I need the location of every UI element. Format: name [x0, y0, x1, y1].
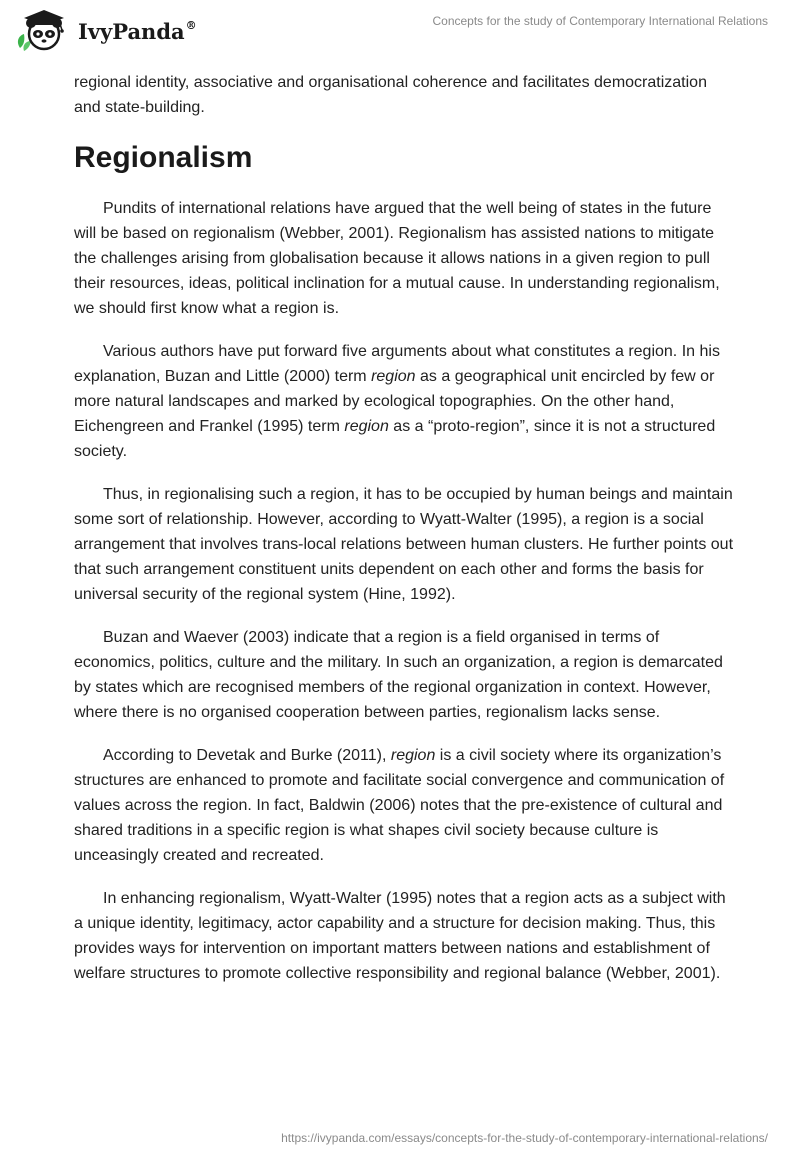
paragraph-5-part-a: According to Devetak and Burke (2011), — [103, 747, 391, 764]
document-title: Concepts for the study of Contemporary International Relations — [432, 14, 768, 28]
page-header — [0, 0, 800, 60]
registered-mark: ® — [185, 19, 197, 32]
source-url[interactable]: https://ivypanda.com/essays/concepts-for-the-study-of-contemporary-international-relations/ — [281, 1131, 768, 1145]
paragraph-5-part-b: is a civil society where its organization’s structures are enhanced to promote and facilitate social convergence and communication of values across the region. In fact, Baldwin (2006) notes that the pre-existence of cultural and shared traditions in a specific region is what shapes civil society because culture is unceasingly created and recreated. — [74, 747, 725, 864]
paragraph-2-part-b: as a geographical unit encircled by few or more natural landscapes and marked by ecological topographies. On the other hand, Eichengreen and Frankel (1995) term — [74, 368, 715, 435]
ivypanda-logo[interactable] — [14, 8, 224, 56]
paragraph-3: Thus, in regionalising such a region, it has to be occupied by human beings and maintain some sort of relationship. However, according to Wyatt-Walter (1995), a region is a social arrangement that involves trans-local relations between human clusters. He further points out that such arrangement constituent units dependent on each other and forms the basis for universal security of the regional system (Hine, 1992). — [74, 486, 734, 603]
paragraph-2 — [74, 339, 734, 464]
term-region-1: region — [371, 368, 416, 385]
paragraph-5 — [74, 743, 734, 868]
paragraph-2-part-c: as a “proto-region”, since it is not a structured society. — [74, 418, 716, 460]
essay-body — [74, 70, 734, 1004]
paragraph-4: Buzan and Waever (2003) indicate that a region is a field organised in terms of economics, politics, culture and the military. In such an organization, a region is demarcated by states which are recognised members of the regional organization in context. However, where there is no organised cooperation between parties, regionalism lacks sense. — [74, 629, 723, 721]
brand-name — [78, 19, 197, 44]
brand-label: IvyPanda — [78, 19, 185, 44]
paragraph-6: In enhancing regionalism, Wyatt-Walter (1995) notes that a region acts as a subject with a unique identity, legitimacy, actor capability and a structure for decision making. Thus, this provides ways for intervention on important matters between nations and establishment of welfare structures to promote collective responsibility and regional balance (Webber, 2001). — [74, 890, 726, 982]
panda-graduate-icon — [14, 8, 74, 54]
paragraph-2-part-a: Various authors have put forward five arguments about what constitutes a region. In his explanation, Buzan and Little (2000) term — [74, 343, 720, 385]
term-region-3: region — [390, 747, 436, 764]
paragraph-1: Pundits of international relations have argued that the well being of states in the future will be based on regionalism (Webber, 2001). Regionalism has assisted nations to mitigate the challenges arising from globalisation because it allows nations in a given region to pull their resources, ideas, political inclination for a mutual cause. In understanding regionalism, we should first know what a region is. — [74, 200, 720, 317]
section-heading: Regionalism — [74, 141, 253, 174]
intro-paragraph: regional identity, associative and organisational coherence and facilitates democratization and state-building. — [74, 74, 707, 116]
term-region-2: region — [344, 418, 389, 435]
